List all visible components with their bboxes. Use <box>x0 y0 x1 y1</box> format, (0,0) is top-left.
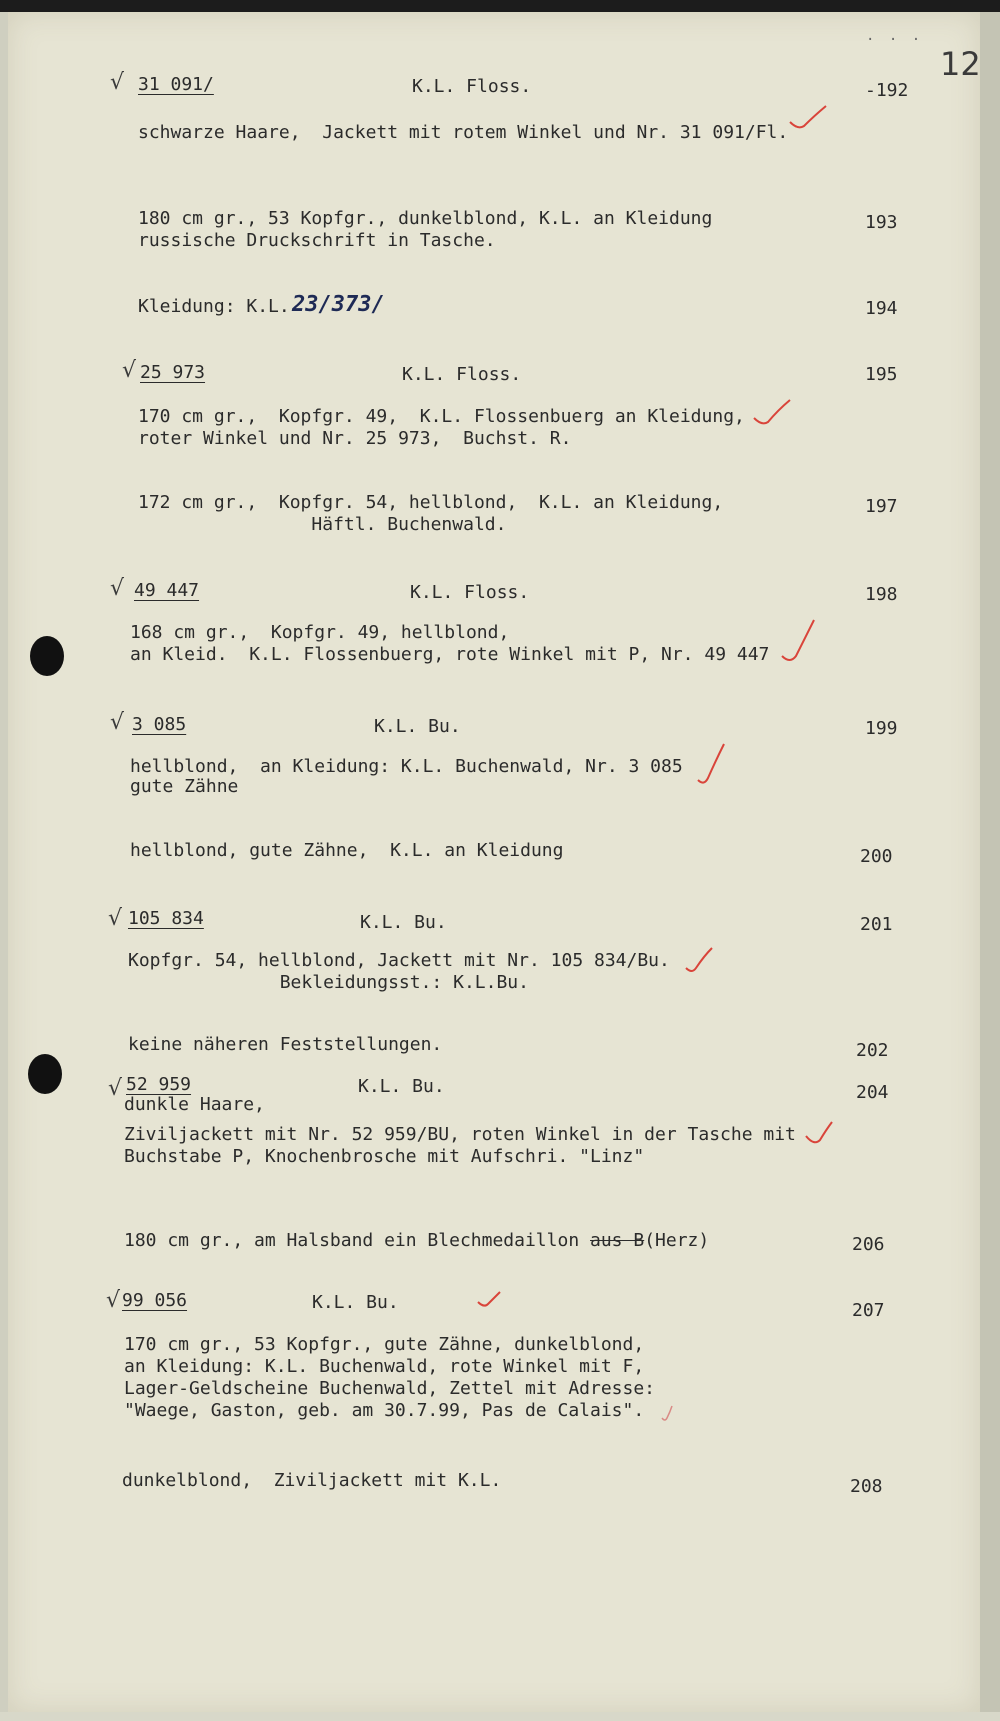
entry-number: 194 <box>865 298 898 319</box>
entry-line: Häftl. Buchenwald. <box>138 514 507 535</box>
check-mark: √ <box>110 710 125 735</box>
entry-number: 206 <box>852 1234 885 1255</box>
entry-id: 31 091/ <box>138 74 214 95</box>
punch-hole-upper <box>30 636 64 676</box>
entry-line: keine näheren Feststellungen. <box>128 1034 443 1055</box>
entry-id: 99 056 <box>122 1290 188 1311</box>
entry-camp: K.L. Bu. <box>374 716 461 737</box>
entry-line <box>124 1230 709 1252</box>
entry-line: gute Zähne <box>130 776 239 797</box>
entry-line: schwarze Haare, Jackett mit rotem Winkel und Nr. 31 091/Fl. <box>138 122 789 143</box>
entry-camp: K.L. Floss. <box>410 582 530 603</box>
entry-line: an Kleidung: K.L. Buchenwald, rote Winkel mit F, <box>124 1356 645 1377</box>
entry-line: hellblond, gute Zähne, K.L. an Kleidung <box>130 840 564 861</box>
scan-right-edge <box>980 12 1000 1721</box>
entry-line: an Kleid. K.L. Flossenbuerg, rote Winkel mit P, Nr. 49 447 <box>130 644 770 665</box>
entry-line: 170 cm gr., 53 Kopfgr., gute Zähne, dunkelblond, <box>124 1334 645 1355</box>
entry-line: Lager-Geldscheine Buchenwald, Zettel mit Adresse: <box>124 1378 656 1399</box>
entry-number: 208 <box>850 1476 883 1497</box>
entry-line: 168 cm gr., Kopfgr. 49, hellblond, <box>130 622 510 643</box>
entry-camp: K.L. Floss. <box>412 76 532 97</box>
entry-text: (Herz) <box>644 1230 710 1251</box>
handwritten-number: 23/373/ <box>292 292 385 317</box>
red-check-mark <box>752 398 792 428</box>
entry-camp: K.L. Bu. <box>358 1076 445 1097</box>
check-mark: √ <box>108 1076 123 1101</box>
entry-id: 105 834 <box>128 908 204 929</box>
red-check-mark <box>660 1404 674 1424</box>
check-mark: √ <box>122 358 137 383</box>
entry-number: 207 <box>852 1300 885 1321</box>
entry-id: 25 973 <box>140 362 206 383</box>
entry-number: 198 <box>865 584 898 605</box>
page-number: 12 <box>940 45 981 83</box>
entry-number: -192 <box>865 80 909 101</box>
entry-id: 52 959 <box>126 1074 192 1095</box>
corner-dots: . . . <box>866 28 924 44</box>
entry-number: 195 <box>865 364 898 385</box>
entry-id: 3 085 <box>132 714 187 735</box>
struck-text: aus B <box>590 1230 645 1251</box>
entry-line: Kopfgr. 54, hellblond, Jackett mit Nr. 105 834/Bu. <box>128 950 670 971</box>
entry-number: 199 <box>865 718 898 739</box>
entry-line: russische Druckschrift in Tasche. <box>138 230 496 251</box>
red-check-mark <box>684 946 714 974</box>
entry-number: 193 <box>865 212 898 233</box>
scan-top-border <box>0 0 1000 12</box>
entry-line: 180 cm gr., 53 Kopfgr., dunkelblond, K.L. an Kleidung <box>138 208 713 229</box>
entry-text: 180 cm gr., am Halsband ein Blechmedaillon <box>124 1230 590 1251</box>
entry-number: 200 <box>860 846 893 867</box>
red-check-mark <box>696 742 726 786</box>
entry-number: 197 <box>865 496 898 517</box>
entry-line: Kleidung: K.L. <box>138 296 290 317</box>
red-check-mark <box>476 1290 502 1310</box>
entry-camp: K.L. Bu. <box>360 912 447 933</box>
entry-line: 172 cm gr., Kopfgr. 54, hellblond, K.L. an Kleidung, <box>138 492 724 513</box>
punch-hole-lower <box>28 1054 62 1094</box>
entry-line: hellblond, an Kleidung: K.L. Buchenwald, Nr. 3 085 <box>130 756 683 777</box>
scan-bottom-edge <box>0 1712 1000 1721</box>
red-check-mark <box>780 618 816 664</box>
check-mark: √ <box>106 1288 121 1313</box>
entry-id: 49 447 <box>134 580 200 601</box>
entry-line: dunkelblond, Ziviljackett mit K.L. <box>122 1470 502 1491</box>
entry-line: "Waege, Gaston, geb. am 30.7.99, Pas de Calais". <box>124 1400 645 1421</box>
entry-camp: K.L. Bu. <box>312 1292 399 1313</box>
check-mark: √ <box>110 576 125 601</box>
entry-line: roter Winkel und Nr. 25 973, Buchst. R. <box>138 428 572 449</box>
entry-number: 204 <box>856 1082 889 1103</box>
entry-line: 170 cm gr., Kopfgr. 49, K.L. Flossenbuerg an Kleidung, <box>138 406 745 427</box>
document-sheet <box>8 12 980 1712</box>
check-mark: √ <box>110 70 125 95</box>
red-check-mark <box>788 104 828 134</box>
entry-line: Buchstabe P, Knochenbrosche mit Aufschri. "Linz" <box>124 1146 645 1167</box>
entry-line: Ziviljackett mit Nr. 52 959/BU, roten Winkel in der Tasche mit <box>124 1124 796 1145</box>
entry-number: 201 <box>860 914 893 935</box>
entry-line: dunkle Haare, <box>124 1094 265 1115</box>
check-mark: √ <box>108 906 123 931</box>
entry-camp: K.L. Floss. <box>402 364 522 385</box>
entry-number: 202 <box>856 1040 889 1061</box>
entry-line: Bekleidungsst.: K.L.Bu. <box>128 972 529 993</box>
red-check-mark <box>804 1118 834 1146</box>
